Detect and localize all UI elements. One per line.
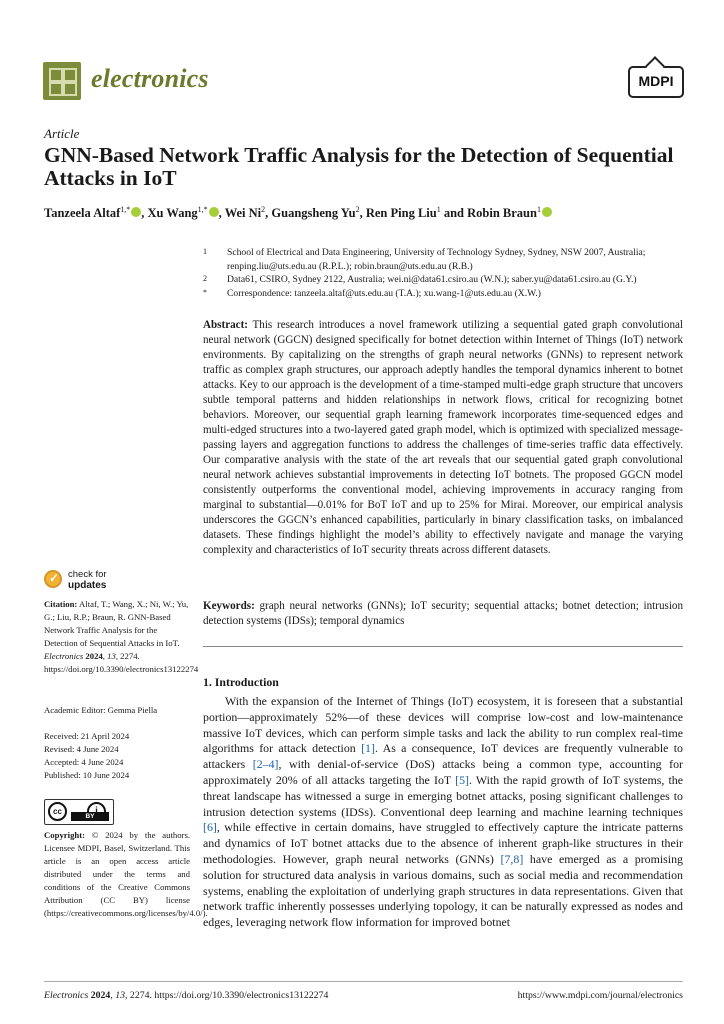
body-text: , with denial-of-service (DoS) attacks being a common type, accounting for approximately 20% of all attacks targeting the IoT: [203, 757, 683, 787]
footer-citation: Electronics 2024, 13, 2274. https://doi.org/10.3390/electronics13122274: [44, 990, 329, 1001]
citation-label: Citation:: [44, 599, 78, 609]
keywords: [203, 599, 683, 629]
academic-editor: Academic Editor: Gemma Piella: [44, 705, 158, 715]
citation-text: Altaf, T.; Wang, X.; Ni, W.; Yu, G.; Liu, R.P.; Braun, R. GNN-Based Network Traffic Analysis for the Detection of Sequential Attacks in IoT.: [44, 599, 189, 648]
author-affiliation-mark: 1: [536, 205, 541, 214]
publisher-logo: MDPI: [628, 66, 684, 98]
footer-year: 2024: [90, 990, 111, 1001]
introduction-paragraph: [203, 694, 683, 931]
citation-journal: Electronics: [44, 651, 84, 661]
author-affiliation-mark: 1: [436, 205, 441, 214]
citation-volume: 13: [107, 651, 116, 661]
check-updates-label: check for: [68, 569, 107, 580]
affiliation-text: School of Electrical and Data Engineering, University of Technology Sydney, Sydney, NSW 2007, Australia; renping.liu@uts.edu.au (R.P.L.); robin.braun@uts.edu.au (R.B.): [227, 247, 646, 272]
author-affiliation-mark: 1,*: [120, 205, 131, 214]
abstract-text: This research introduces a novel framework utilizing a sequential gated graph convolutional neural network (GGCN) designed specifically for botnet detection within Internet of Things (IoT) network environments. By capitalizing on the strengths of graph neural networks (GNNs) to represent network traffic as complex graph structures, our approach adeptly handles the temporal dynamics inherent to botnet attacks. Key to our approach is the development of a time-stamped multi-edge graph structure that uncovers subtle temporal patterns and hidden relationships in network flows, critical for recognizing botnet behaviors. Moreover, our sequential graph learning framework incorporates time-sequenced edges and multi-edged structures into a two-layered gated graph model, which is optimized with specialized message-passing layers and aggregation functions to address the challenges of time-series traffic data effectively. Our comparative analysis with the state of the art reveals that our sequential gated graph convolutional neural network achieves substantial improvements in detecting IoT botnets. The proposed GGCN model consistently outperforms the conventional model, achieving improvements in accuracy ranging from marginal to substantial—0.01% for BoT IoT and up to 25% for Mirai. Moreover, our empirical analysis underscores the GGCN’s enhanced capabilities, particularly in binary classification tasks, on imbalanced datasets. These findings highlight the model’s ability to effectively navigate and manage the varying complexity and characteristics of IoT security threats across different datasets.: [203, 319, 683, 556]
author-list: Tanzeela Altaf$^{1,*}$ , Xu Wang$^{1,*}$ , Wei Ni$^2$, Guangsheng Yu$^2$, Ren Ping Liu$^1$ and Robin Braun$^1$: [44, 205, 704, 221]
body-text: have emerged as a promising solution for structured data analysis in various domains, such as social media and recommendation systems, enabling the exploitation of underlying graph structures in data representations. Given that network traffic inherently possesses underlying topology, it can be naturally expressed as nodes and edges, leveraging network flow information for improved botnet: [203, 851, 683, 930]
citation-doi[interactable]: , 2274. https://doi.org/10.3390/electronics13122274: [44, 651, 199, 674]
body-text: , while effective in certain domains, have struggled to effectively capture the intricate patterns and dynamics of IoT botnet attacks due to the absence of inherent graph-like structures in their methodologies. However, graph neural networks (GNNs): [203, 820, 683, 866]
cc-by-license-badge[interactable]: [44, 799, 114, 825]
citation-year: 2024: [85, 651, 103, 661]
by-label: BY: [71, 812, 109, 821]
footer-journal: Electronics: [44, 990, 89, 1001]
correspondence: [203, 287, 683, 301]
author-name: Robin Braun: [467, 206, 537, 221]
revised-date: Revised: 4 June 2024: [44, 744, 119, 754]
journal-name: electronics: [91, 64, 209, 93]
author-affiliation-mark: 2: [261, 205, 266, 214]
journal-logo: [43, 62, 81, 100]
author-affiliation-mark: 2: [355, 205, 360, 214]
orcid-icon[interactable]: [209, 207, 219, 217]
footer-volume: 13: [115, 990, 126, 1001]
footer-doi[interactable]: , 2274. https://doi.org/10.3390/electronics13122274: [125, 990, 329, 1001]
author-name: Wei Ni: [224, 206, 262, 221]
cc-icon: cc: [48, 802, 67, 821]
affiliation-text: Data61, CSIRO, Sydney 2122, Australia; wei.ni@data61.csiro.au (W.N.); saber.yu@data61.csiro.au (G.Y.): [227, 274, 637, 285]
author-affiliation-mark: 1,*: [197, 205, 208, 214]
affiliation-mark: 2: [203, 274, 207, 283]
accepted-date: Accepted: 4 June 2024: [44, 757, 124, 767]
dates-block: [44, 730, 190, 782]
citation-link[interactable]: [5]: [455, 772, 469, 787]
copyright-label: Copyright:: [44, 830, 86, 840]
abstract-label: Abstract:: [203, 319, 248, 331]
orcid-icon[interactable]: [131, 207, 141, 217]
affiliations: [203, 246, 683, 300]
keywords-text: graph neural networks (GNNs); IoT security; sequential attacks; botnet detection; intrusion detection systems (IDSs); temporal dynamics: [203, 600, 683, 627]
paper-title: GNN-Based Network Traffic Analysis for the Detection of Sequential Attacks in IoT: [44, 143, 674, 190]
citation-link[interactable]: [6]: [203, 820, 217, 835]
orcid-icon[interactable]: [542, 207, 552, 217]
body-text: With the expansion of the Internet of Things (IoT) ecosystem, it is foreseen that a substantial portion—approximately 52%—of these devices will comprise low-cost and low-maintenance massive IoT devices, which can perform simple tasks and lack the ability to run complex real-time algorithms for attack detection: [203, 694, 683, 756]
author-name: Guangsheng Yu: [271, 206, 356, 221]
copyright-block: [44, 829, 208, 920]
body-text: . As a consequence, IoT devices are frequently vulnerable to attackers: [203, 741, 683, 772]
affiliation-mark: *: [203, 287, 207, 297]
footer-divider: [44, 981, 683, 982]
check-updates-label: updates: [68, 580, 107, 591]
affiliation-mark: 1: [203, 247, 207, 256]
divider: [203, 646, 683, 647]
affiliation-text: Correspondence: tanzeela.altaf@uts.edu.au (T.A.); xu.wang-1@uts.edu.au (X.W.): [227, 287, 541, 299]
citation-block: Citation: Altaf, T.; Wang, X.; Ni, W.; Yu, G.; Liu, R.P.; Braun, R. GNN-Based Network Traffic Analysis for the Detection of Sequential Attacks in IoT. Electronics 2024, 13, 2274. https://doi.org/10.3390/electronics13122274: [44, 599, 199, 674]
affiliation-item: [203, 246, 683, 273]
keywords-label: Keywords:: [203, 600, 255, 612]
affiliation-item: [203, 273, 683, 287]
check-updates-icon: ✓: [44, 570, 62, 588]
citation-link[interactable]: [2–4]: [252, 757, 279, 772]
citation-link[interactable]: [1]: [361, 741, 375, 756]
copyright-text: © 2024 by the authors. Licensee MDPI, Basel, Switzerland. This article is an open access article distributed under the terms and conditions of the Creative Commons Attribution (CC BY) license (https://creativecommons.org/licenses/by/4.0/).: [44, 830, 208, 918]
author-name: Ren Ping Liu: [365, 206, 437, 221]
received-date: Received: 21 April 2024: [44, 731, 130, 741]
section-heading: 1. Introduction: [203, 675, 279, 689]
article-type: Article: [44, 126, 80, 141]
author-name: Tanzeela Altaf: [44, 206, 121, 221]
author-name: Xu Wang: [147, 206, 198, 221]
abstract: [203, 318, 683, 558]
body-text: . With the rapid growth of IoT systems, the threat landscape has witnessed a surge in emerging botnet attacks, posing significant challenges to intrusion detection systems (IDSs). Conventional deep learning and machine learning techniques: [203, 772, 683, 819]
citation-link[interactable]: [7,8]: [500, 851, 524, 866]
footer-url[interactable]: https://www.mdpi.com/journal/electronics: [517, 990, 683, 1001]
published-date: Published: 10 June 2024: [44, 770, 130, 780]
